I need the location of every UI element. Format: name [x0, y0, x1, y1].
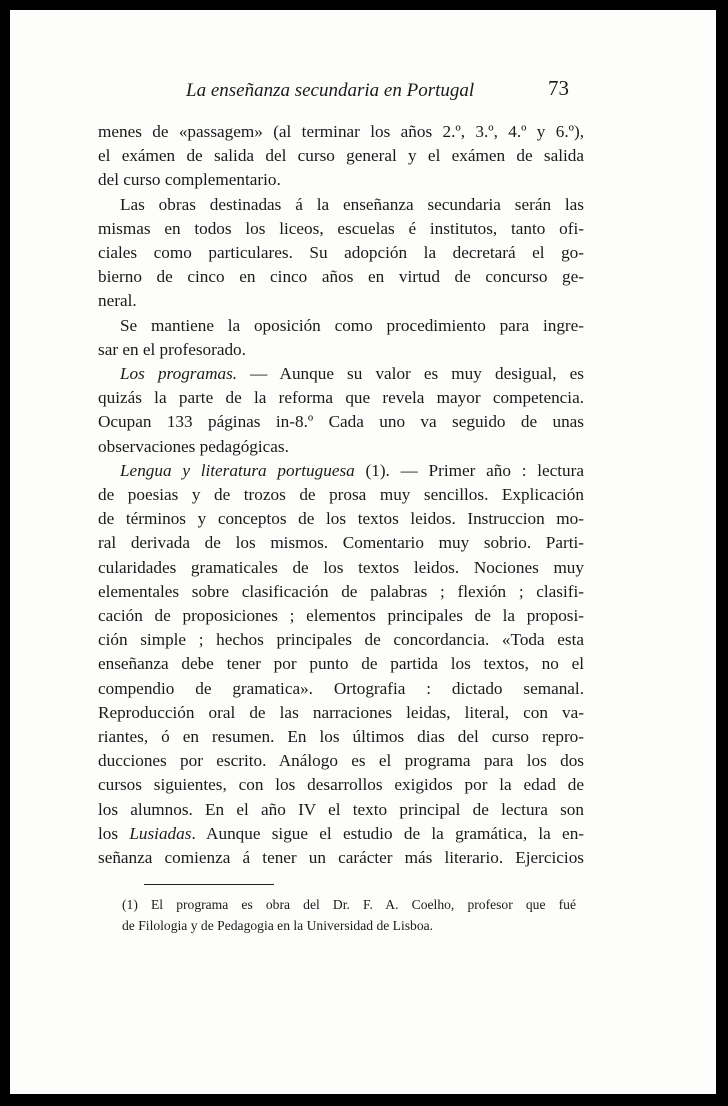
text-line: ciales como particulares. Su adopción la decretará el go- [98, 243, 584, 263]
italic-lusiadas: Lusiadas [129, 823, 192, 843]
footnote [122, 894, 576, 936]
text-line: menes de «passagem» (al terminar los años 2.º, 3.º, 4.º y 6.º), [98, 122, 584, 141]
text-line: ción simple ; hechos principales de concordancia. «Toda esta [98, 630, 584, 650]
text-line: de poesias y de trozos de prosa muy sencillos. Explicación [98, 485, 584, 505]
section-heading-programas: Los programas. [120, 364, 238, 384]
text-line: riantes, ó en resumen. En los últimos dias del curso repro- [98, 727, 584, 747]
text-line: mismas en todos los liceos, escuelas é institutos, tanto ofi- [98, 218, 584, 238]
footnote-line: de Filologia y de Pedagogia en la Universidad de Lisboa. [122, 918, 434, 933]
text-line: Se mantiene la oposición como procedimiento para ingre- [120, 315, 584, 335]
text-line: cursos siguientes, con los desarrollos exigidos por la edad de [98, 775, 584, 795]
text-fragment: los [98, 823, 130, 843]
text-line: Reproducción oral de las narraciones leidas, literal, con va- [98, 702, 584, 722]
text-line: de términos y conceptos de los textos leidos. Instruccion mo- [98, 509, 584, 529]
text-line: sar en el profesorado. [98, 339, 246, 359]
text-line: enseñanza debe tener por punto de partida los textos, no el [98, 654, 584, 674]
page-header [10, 74, 716, 106]
text-line [98, 362, 584, 386]
running-title: La enseñanza secundaria en Portugal [186, 80, 475, 101]
body-text [98, 120, 584, 870]
text-line: los alumnos. En el año IV el texto principal de lectura son [98, 799, 584, 819]
text-line: Ocupan 133 páginas in-8.º Cada uno va seguido de unas [98, 412, 584, 432]
text-line: elementales sobre clasificación de palabras ; flexión ; clasifi- [98, 581, 584, 601]
text-fragment: . Aunque sigue el estudio de la gramática, la en- [191, 823, 585, 843]
page-number: 73 [548, 76, 569, 100]
section-heading-lengua: Lengua y literatura portuguesa [120, 460, 355, 480]
text-fragment: — Aunque su valor es muy desigual, es [237, 364, 584, 384]
text-line: neral. [98, 291, 137, 311]
text-line: compendio de gramatica». Ortografia : dictado semanal. [98, 678, 584, 698]
text-line: ral derivada de los mismos. Comentario muy sobrio. Parti- [98, 533, 584, 553]
text-line: señanza comienza á tener un carácter más literario. Ejercicios [98, 848, 584, 868]
text-line [98, 822, 584, 846]
text-line: quizás la parte de la reforma que revela mayor competencia. [98, 388, 584, 408]
text-line [98, 459, 584, 483]
text-line: cación de proposiciones ; elementos principales de la proposi- [98, 606, 584, 626]
text-line: observaciones pedagógicas. [98, 436, 289, 456]
text-fragment: (1). — Primer año : lectura [354, 460, 584, 480]
footnote-rule [144, 884, 274, 885]
text-line: ducciones por escrito. Análogo es el programa para los dos [98, 751, 584, 771]
footnote-line: (1) El programa es obra del Dr. F. A. Coelho, profesor que fué [122, 897, 576, 912]
book-page [10, 10, 716, 1094]
text-line: Las obras destinadas á la enseñanza secundaria serán las [120, 194, 584, 214]
text-line: cularidades gramaticales de los textos leidos. Nociones muy [98, 557, 584, 577]
text-line: bierno de cinco en cinco años en virtud de concurso ge- [98, 267, 584, 287]
text-line: el exámen de salida del curso general y el exámen de salida [98, 146, 584, 166]
text-line: del curso complementario. [98, 170, 281, 190]
